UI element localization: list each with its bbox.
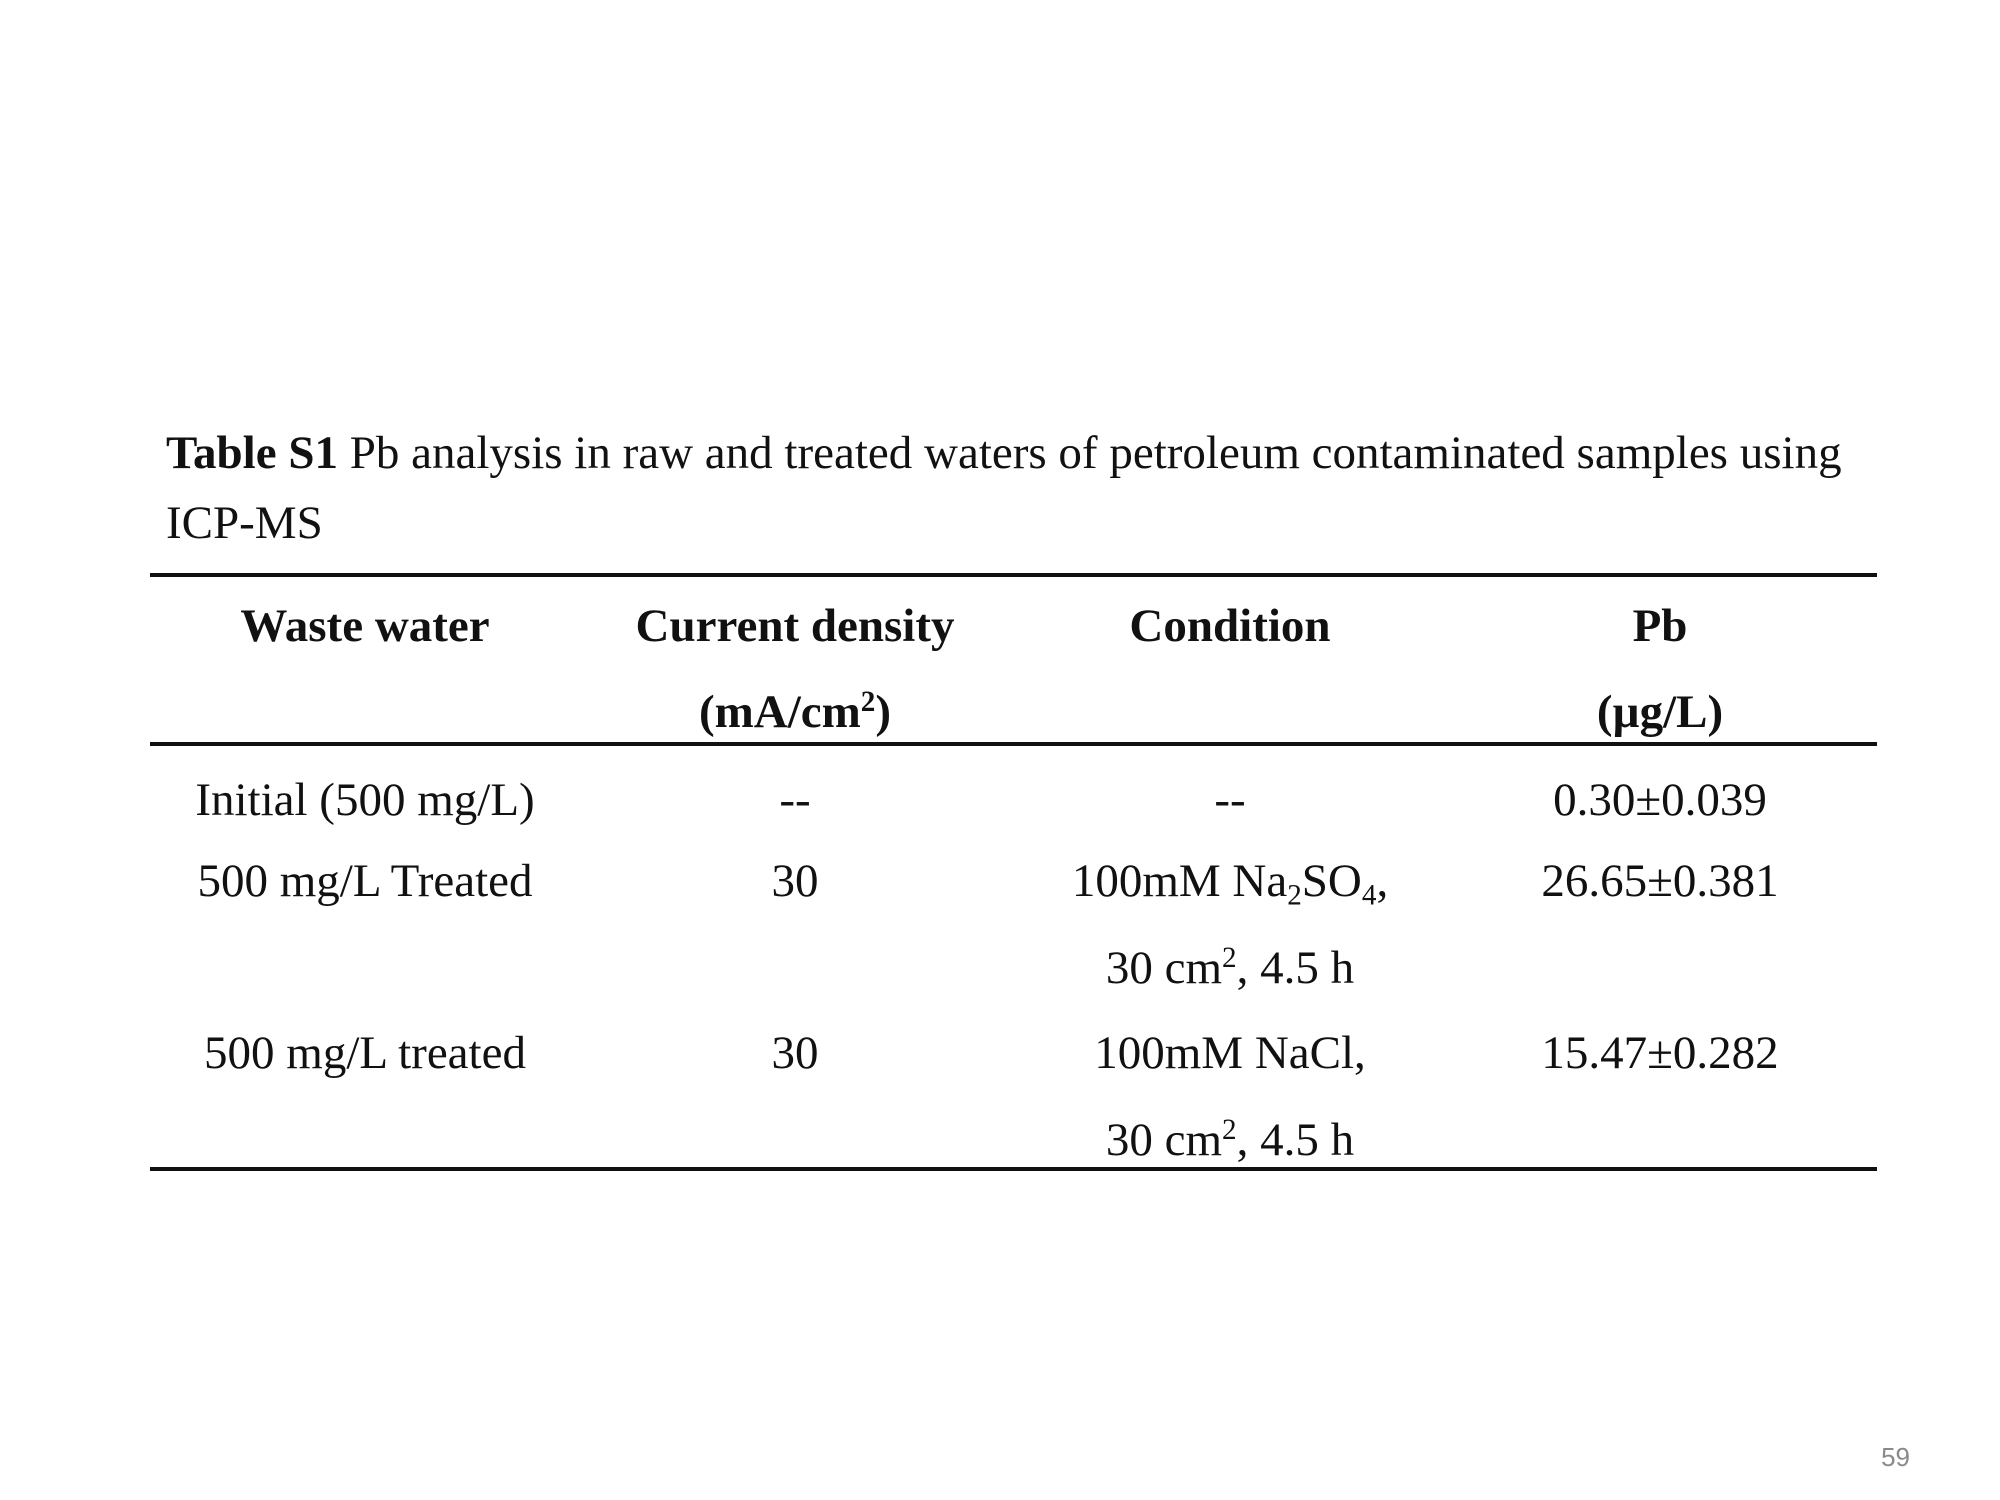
header-current-density-unit — [580, 684, 1010, 740]
table-cell-condition: -- — [1214, 774, 1246, 826]
table-caption-text: Pb analysis in raw and treated waters of petroleum contaminated samples using ICP-MS — [166, 427, 1842, 549]
condition-text: 30 cm — [1105, 1114, 1223, 1166]
header-waste-water: Waste water — [240, 600, 490, 652]
table-top-rule — [150, 573, 1877, 577]
table-cell-pb: 15.47±0.282 — [1541, 1027, 1779, 1079]
condition-text: , — [1376, 855, 1389, 907]
table-cell-current-density: 30 — [771, 855, 819, 907]
table-cell-condition-line2 — [1000, 940, 1460, 996]
condition-text: , 4.5 h — [1236, 942, 1355, 994]
condition-text: 100mM Na — [1071, 855, 1288, 907]
table-cell-condition-line2 — [1000, 1112, 1460, 1168]
condition-subscript: 2 — [1287, 879, 1302, 912]
header-current-density: Current density — [635, 600, 955, 652]
table-cell-waste-water: 500 mg/L Treated — [197, 855, 533, 907]
header-condition: Condition — [1129, 600, 1331, 652]
header-unit-superscript: 2 — [860, 685, 876, 718]
table-cell-current-density: 30 — [771, 1027, 819, 1079]
condition-subscript: 4 — [1361, 879, 1377, 912]
table-cell-pb: 26.65±0.381 — [1541, 855, 1779, 907]
table-cell-waste-water: 500 mg/L treated — [204, 1027, 526, 1079]
table-cell-pb: 0.30±0.039 — [1553, 774, 1767, 826]
table-cell-condition-line1 — [1000, 853, 1460, 912]
condition-text: , 4.5 h — [1236, 1114, 1355, 1166]
table-header-rule — [150, 742, 1877, 746]
table-caption — [166, 418, 1886, 558]
condition-superscript: 2 — [1222, 941, 1237, 974]
header-unit-close: ) — [875, 686, 892, 738]
table-cell-condition-line1: 100mM NaCl, — [1094, 1027, 1366, 1079]
condition-superscript: 2 — [1222, 1113, 1237, 1146]
table-label: Table S1 — [166, 427, 338, 479]
condition-text: SO — [1301, 855, 1362, 907]
header-pb-unit: (µg/L) — [1596, 686, 1724, 738]
header-unit-text: (mA/cm — [698, 686, 861, 738]
table-cell-current-density: -- — [779, 774, 811, 826]
header-pb: Pb — [1632, 600, 1688, 652]
condition-text: 30 cm — [1105, 942, 1223, 994]
table-cell-waste-water: Initial (500 mg/L) — [195, 774, 535, 826]
page-number: 59 — [1881, 1442, 1910, 1472]
